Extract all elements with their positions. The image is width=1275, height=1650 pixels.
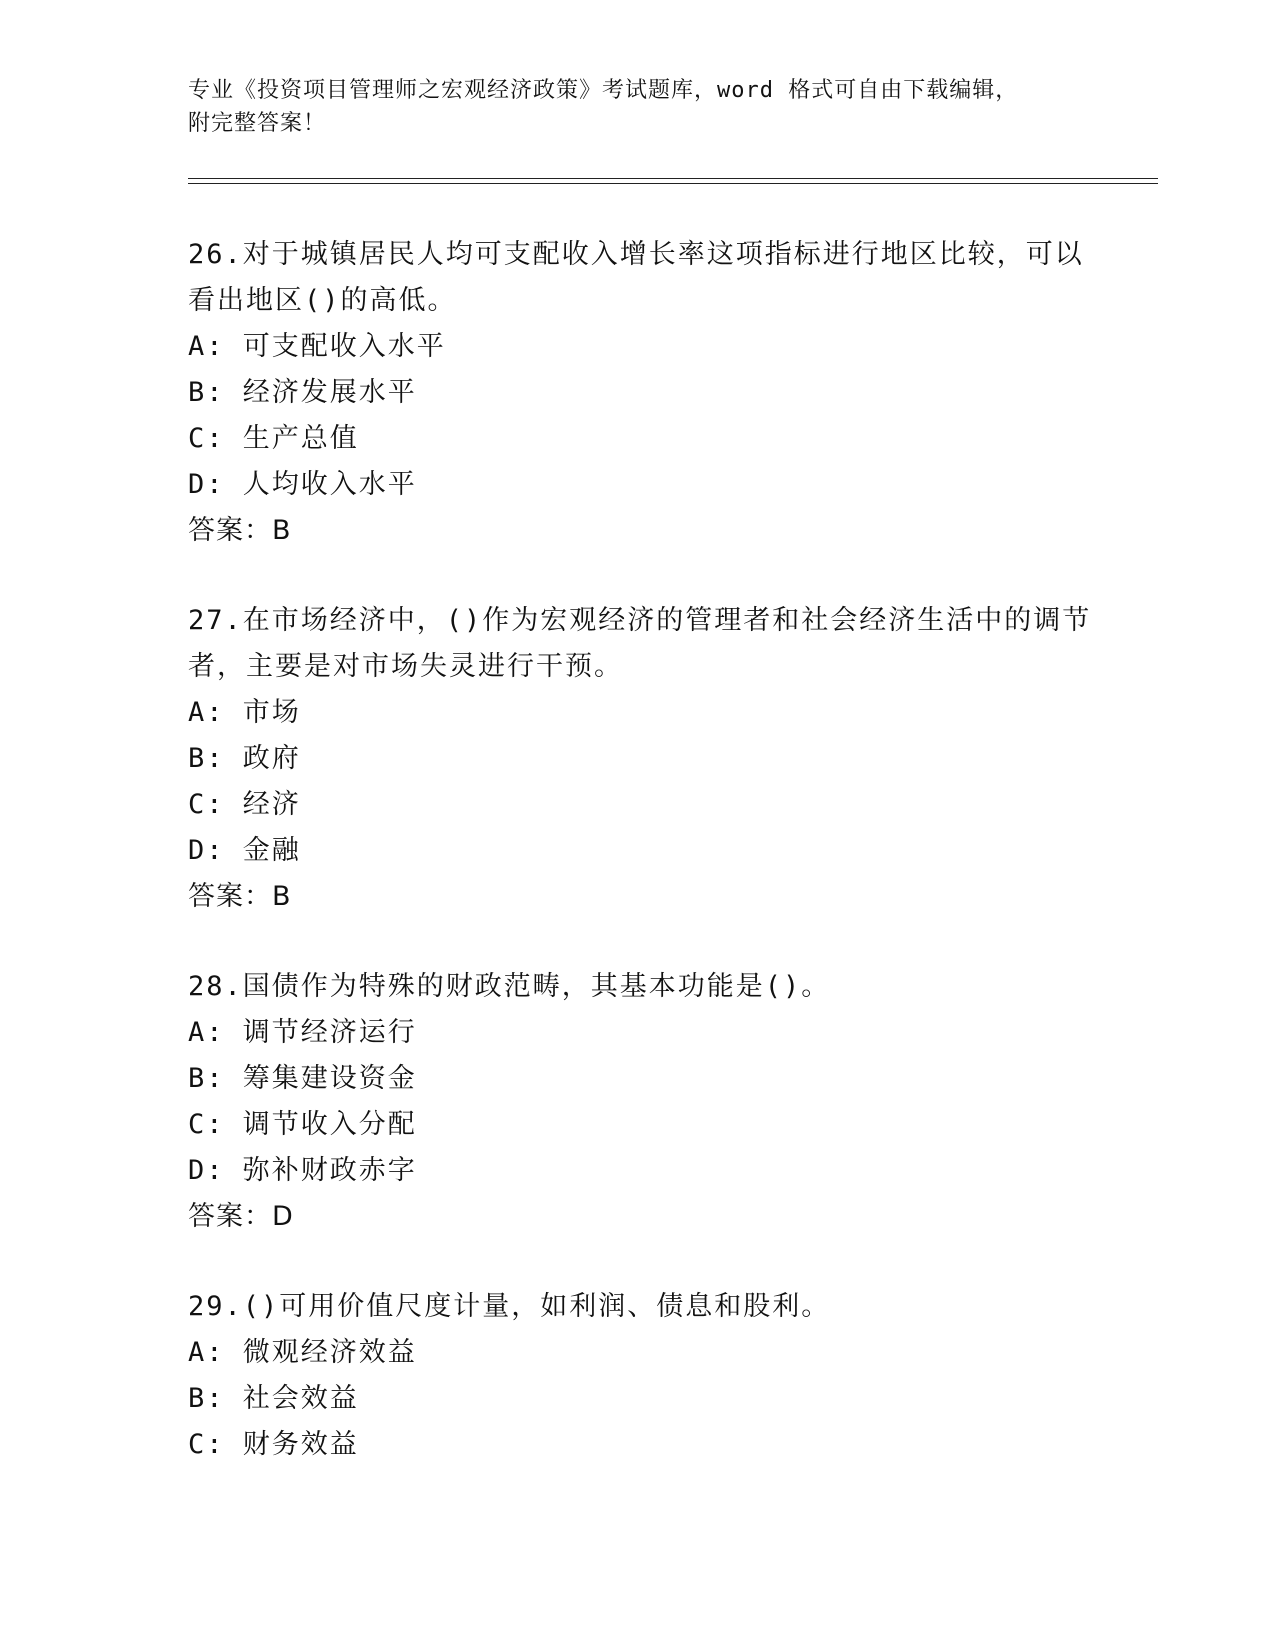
option-a: A: 微观经济效益: [188, 1337, 417, 1368]
option-a: A: 可支配收入水平: [188, 331, 446, 362]
question-stem: [188, 598, 1092, 690]
stem-line: 27.在市场经济中，()作为宏观经济的管理者和社会经济生活中的调节: [188, 605, 1092, 636]
option-a: A: 市场: [188, 697, 301, 728]
stem-line: 28.国债作为特殊的财政范畴，其基本功能是()。: [188, 971, 831, 1002]
question-26: [188, 232, 1088, 554]
stem-line: 29.()可用价值尺度计量，如利润、债息和股利。: [188, 1291, 831, 1322]
option-b: B: 经济发展水平: [188, 377, 417, 408]
header-line-1: 专业《投资项目管理师之宏观经济政策》考试题库，word 格式可自由下载编辑，: [188, 78, 1019, 103]
stem-line: 者，主要是对市场失灵进行干预。: [188, 651, 623, 682]
question-28: [188, 964, 1088, 1240]
option-c: C: 经济: [188, 789, 301, 820]
option-c: C: 财务效益: [188, 1429, 359, 1460]
document-header: [188, 74, 1088, 140]
stem-line: 看出地区()的高低。: [188, 285, 457, 316]
answer-label: 答案：B: [188, 515, 292, 546]
question-stem: [188, 1284, 1088, 1330]
answer-label: 答案：D: [188, 1201, 294, 1232]
question-stem: [188, 232, 1088, 324]
option-d: D: 弥补财政赤字: [188, 1155, 417, 1186]
option-b: B: 筹集建设资金: [188, 1063, 417, 1094]
option-c: C: 调节收入分配: [188, 1109, 417, 1140]
stem-line: 26.对于城镇居民人均可支配收入增长率这项指标进行地区比较，可以: [188, 239, 1084, 270]
option-a: A: 调节经济运行: [188, 1017, 417, 1048]
answer-label: 答案：B: [188, 881, 292, 912]
option-c: C: 生产总值: [188, 423, 359, 454]
header-divider-bottom: [188, 183, 1158, 184]
option-d: D: 金融: [188, 835, 301, 866]
question-27: [188, 598, 1092, 920]
header-divider-top: [188, 178, 1158, 179]
header-line-2: 附完整答案！: [188, 111, 327, 136]
question-29: [188, 1284, 1088, 1468]
option-d: D: 人均收入水平: [188, 469, 417, 500]
option-b: B: 政府: [188, 743, 301, 774]
question-stem: [188, 964, 1088, 1010]
option-b: B: 社会效益: [188, 1383, 359, 1414]
